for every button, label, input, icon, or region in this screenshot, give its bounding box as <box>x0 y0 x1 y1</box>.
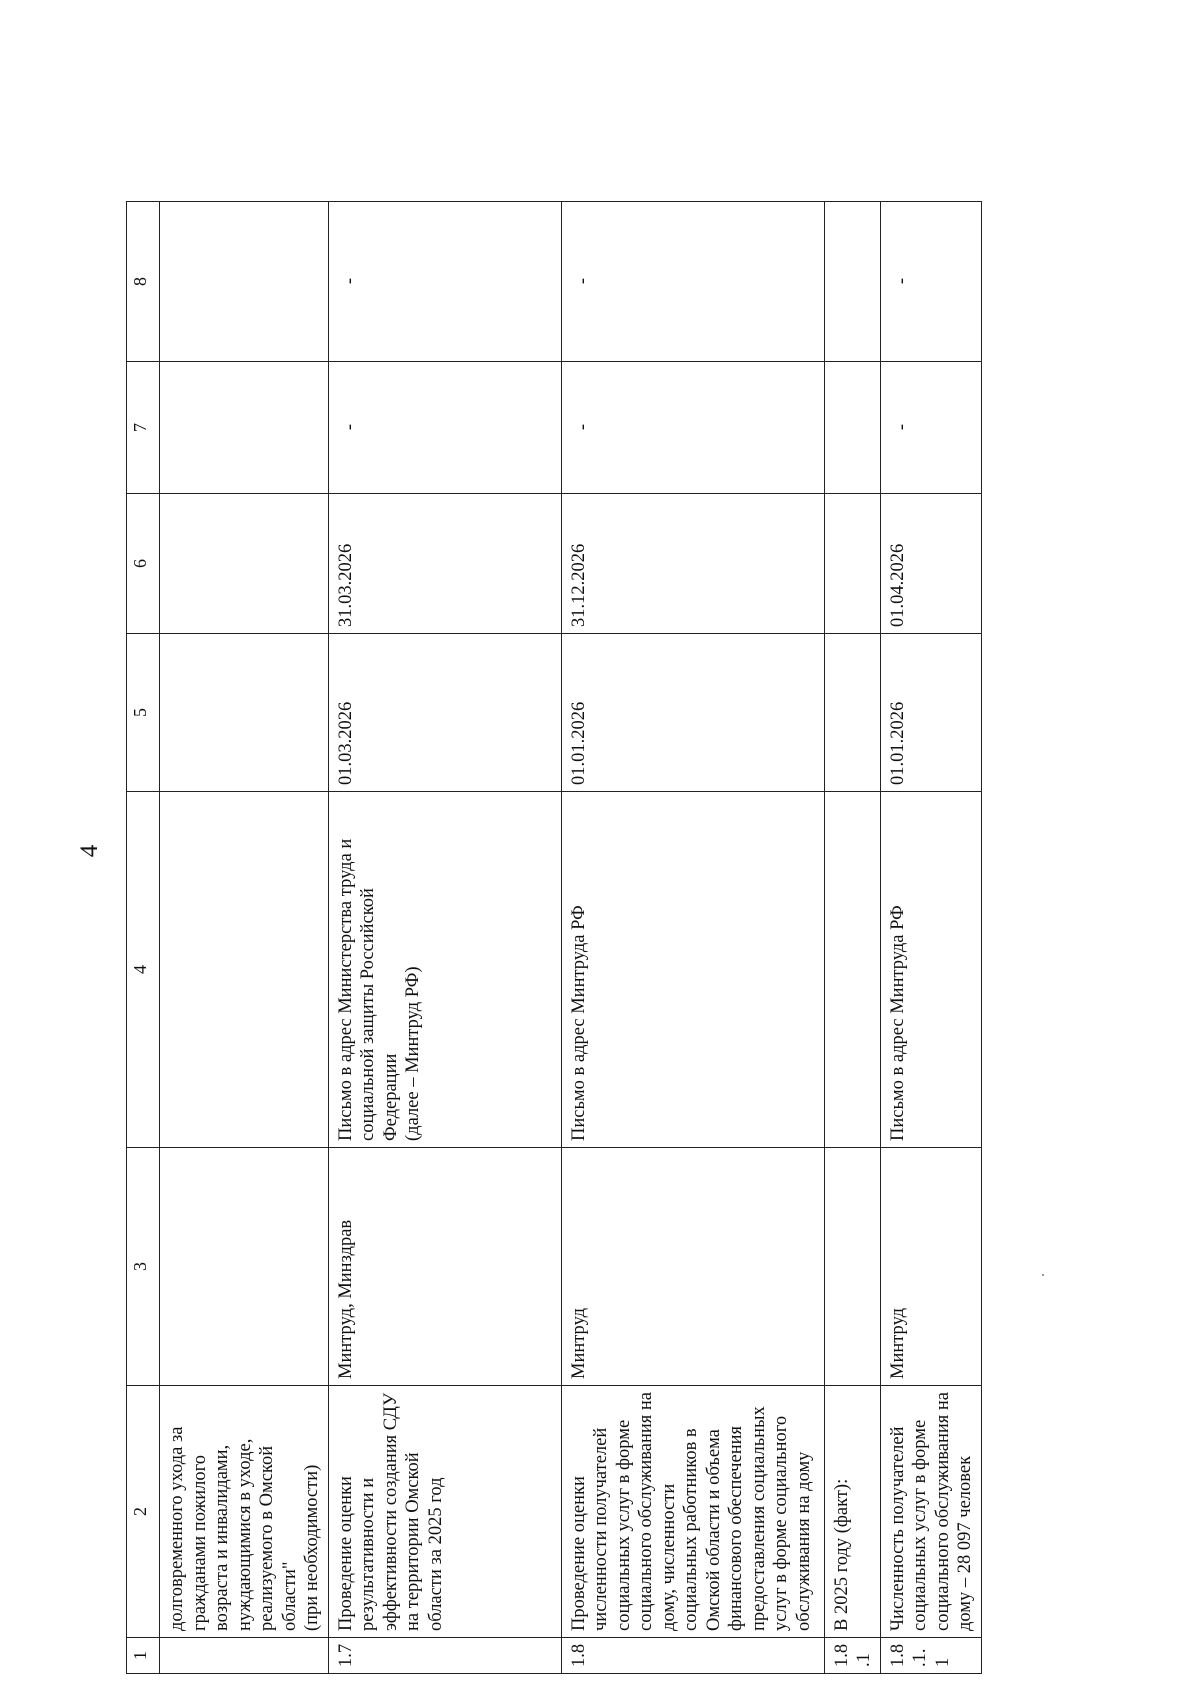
end-date: 31.03.2026 <box>328 494 561 634</box>
start-date <box>824 634 880 792</box>
row-number: 1.8.1 <box>824 1638 880 1674</box>
result-document <box>824 792 880 1148</box>
responsible: Минтруд <box>561 1148 824 1386</box>
end-date: 31.12.2026 <box>561 494 824 634</box>
col-7-value: - <box>561 362 824 494</box>
col-7-value: - <box>880 362 981 494</box>
event-name: долговременного ухода за гражданами пожилого возраста и инвалидами, нуждающимися в уходе, реализуемого в Омской области" (при необходимости) <box>160 1386 329 1638</box>
table-row <box>160 202 329 1674</box>
rotated-table-wrapper <box>126 277 986 1674</box>
event-name: Проведение оценки результативности и эффективности создания СДУ на территории Омской области за 2025 год <box>328 1386 561 1638</box>
end-date <box>160 494 329 634</box>
start-date: 01.01.2026 <box>561 634 824 792</box>
row-number: 1.8.1.1 <box>880 1638 981 1674</box>
start-date: 01.01.2026 <box>880 634 981 792</box>
col-8-value: - <box>328 202 561 362</box>
result-document <box>160 792 329 1148</box>
page-number: 4 <box>76 844 103 858</box>
header-cell: 1 <box>127 1638 160 1674</box>
table-row <box>561 202 824 1674</box>
table-row <box>328 202 561 1674</box>
col-8-value <box>160 202 329 362</box>
header-cell: 6 <box>127 494 160 634</box>
start-date: 01.03.2026 <box>328 634 561 792</box>
result-document: Письмо в адрес Минтруда РФ <box>880 792 981 1148</box>
result-document: Письмо в адрес Минтруда РФ <box>561 792 824 1148</box>
responsible: Минтруд <box>880 1148 981 1386</box>
row-number <box>160 1638 329 1674</box>
header-cell: 4 <box>127 792 160 1148</box>
responsible: Минтруд, Минздрав <box>328 1148 561 1386</box>
table-row <box>824 202 880 1674</box>
header-cell: 3 <box>127 1148 160 1386</box>
start-date <box>160 634 329 792</box>
table-row <box>880 202 981 1674</box>
table-header-row <box>127 202 160 1674</box>
col-7-value <box>824 362 880 494</box>
event-name: В 2025 году (факт): <box>824 1386 880 1638</box>
header-cell: 2 <box>127 1386 160 1638</box>
row-number: 1.7 <box>328 1638 561 1674</box>
col-7-value: - <box>328 362 561 494</box>
end-date: 01.04.2026 <box>880 494 981 634</box>
event-name: Проведение оценки численности получателей социальных услуг в форме социального обслуживания на дому, численности социальных работников в Омской области и объема финансового обеспечения предоставления социальных услуг в форме социального обслуживания на дому <box>561 1386 824 1638</box>
responsible <box>160 1148 329 1386</box>
col-8-value <box>824 202 880 362</box>
col-8-value: - <box>880 202 981 362</box>
header-cell: 8 <box>127 202 160 362</box>
result-document: Письмо в адрес Министерства труда и социальной защиты Российской Федерации (далее – Минтруд РФ) <box>328 792 561 1148</box>
header-cell: 5 <box>127 634 160 792</box>
plan-table <box>126 201 982 1674</box>
header-cell: 7 <box>127 362 160 494</box>
end-date <box>824 494 880 634</box>
col-7-value <box>160 362 329 494</box>
col-8-value: - <box>561 202 824 362</box>
responsible <box>824 1148 880 1386</box>
scan-speck <box>1042 1274 1044 1276</box>
event-name: Численность получателей социальных услуг в форме социального обслуживания на дому – 28 097 человек <box>880 1386 981 1638</box>
row-number: 1.8 <box>561 1638 824 1674</box>
